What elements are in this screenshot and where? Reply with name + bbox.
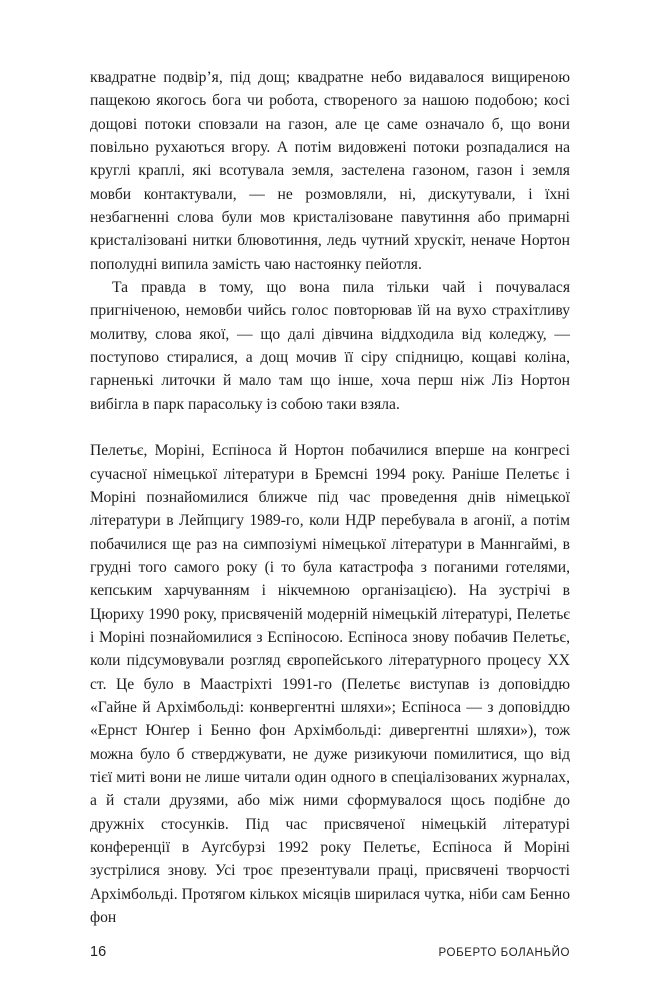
paragraph: Та правда в тому, що вона пила тільки чай і почувалася пригніченою, немовби чийсь голос повторював їй на вухо страхітливу молитву, слова якої, — що далі дівчина віддходила від коледжу, — поступово стиралися, а дощ мочив її сіру спідницю, кощаві коліна, гарненькі литочки й мало там що інше, хоча перш ніж Ліз Нортон вибігла в парк парасольку із собою таки взяла. [90,279,570,413]
body-text [90,66,570,929]
page-footer [90,942,570,962]
running-head-author: РОБЕРТО БОЛАНЬЙО [438,947,570,959]
paragraph-continued: квадратне подвір’я, під дощ; квадратне небо видавалося вищиреною пащекою якогось бога чи робота, створеного за нашою подобою; косі дощові потоки сповзали на газон, але це саме означало б, що вони повільно рухаються вгору. А потім видовжені потоки розпадалися на круглі краплі, які всотувала земля, застелена газоном, газон і земля мовби контактували, — не розмовляли, ні, дискутували, і їхні незбагненні слова були мов кристалізоване павутиння або примарні кристалізовані нитки блювотиння, ледь чутний хрускіт, неначе Нортон пополудні випила замість чаю настоянку пейотля. [90,69,570,273]
page-number: 16 [90,944,107,960]
section-opening-paragraph: Пелетьє, Моріні, Еспіноса й Нортон побачилися вперше на конгресі сучасної німецької літератури в Бремсні 1994 року. Раніше Пелетьє і Моріні познайомилися ближче під час проведення днів німецької літератури в Лейпцигу 1989-го, коли НДР перебувала в агонії, а потім побачилися ще раз на симпозіумі німецької літератури в Маннгаймі, в грудні того самого року (і то була катастрофа з поганими готелями, кепським харчуванням і нікчемною організацією). На зустрічі в Цюриху 1990 року, присвяченій модерній німецькій літературі, Пелетьє і Моріні познайомилися з Еспіносою. Еспіноса знову побачив Пелетьє, коли підсумовували розгляд європейського літературного процесу XX ст. Це було в Маастріхті 1991-го (Пелетьє виступав із доповіддю «Гайне й Архімбольді: конвергентні шляхи»; Еспіноса — з доповіддю «Ернст Юнґер і Бенно фон Архімбольді: дивергентні шляхи»), тож можна було б стверджувати, не дуже ризикуючи помилитися, що від тієї миті вони не лише читали один одного в спеціалізованих журналах, а й стали друзями, або між ними сформувалося щось подібне до дружніх стосунків. Під час присвяченої німецькій літературі конференції в Ауґсбурзі 1992 року Пелетьє, Еспіноса й Моріні зустрілися знову. Усі троє презентували праці, присвячені творчості Архімбольді. Протягом кількох місяців ширилася чутка, ніби сам Бенно фон [90,442,570,927]
